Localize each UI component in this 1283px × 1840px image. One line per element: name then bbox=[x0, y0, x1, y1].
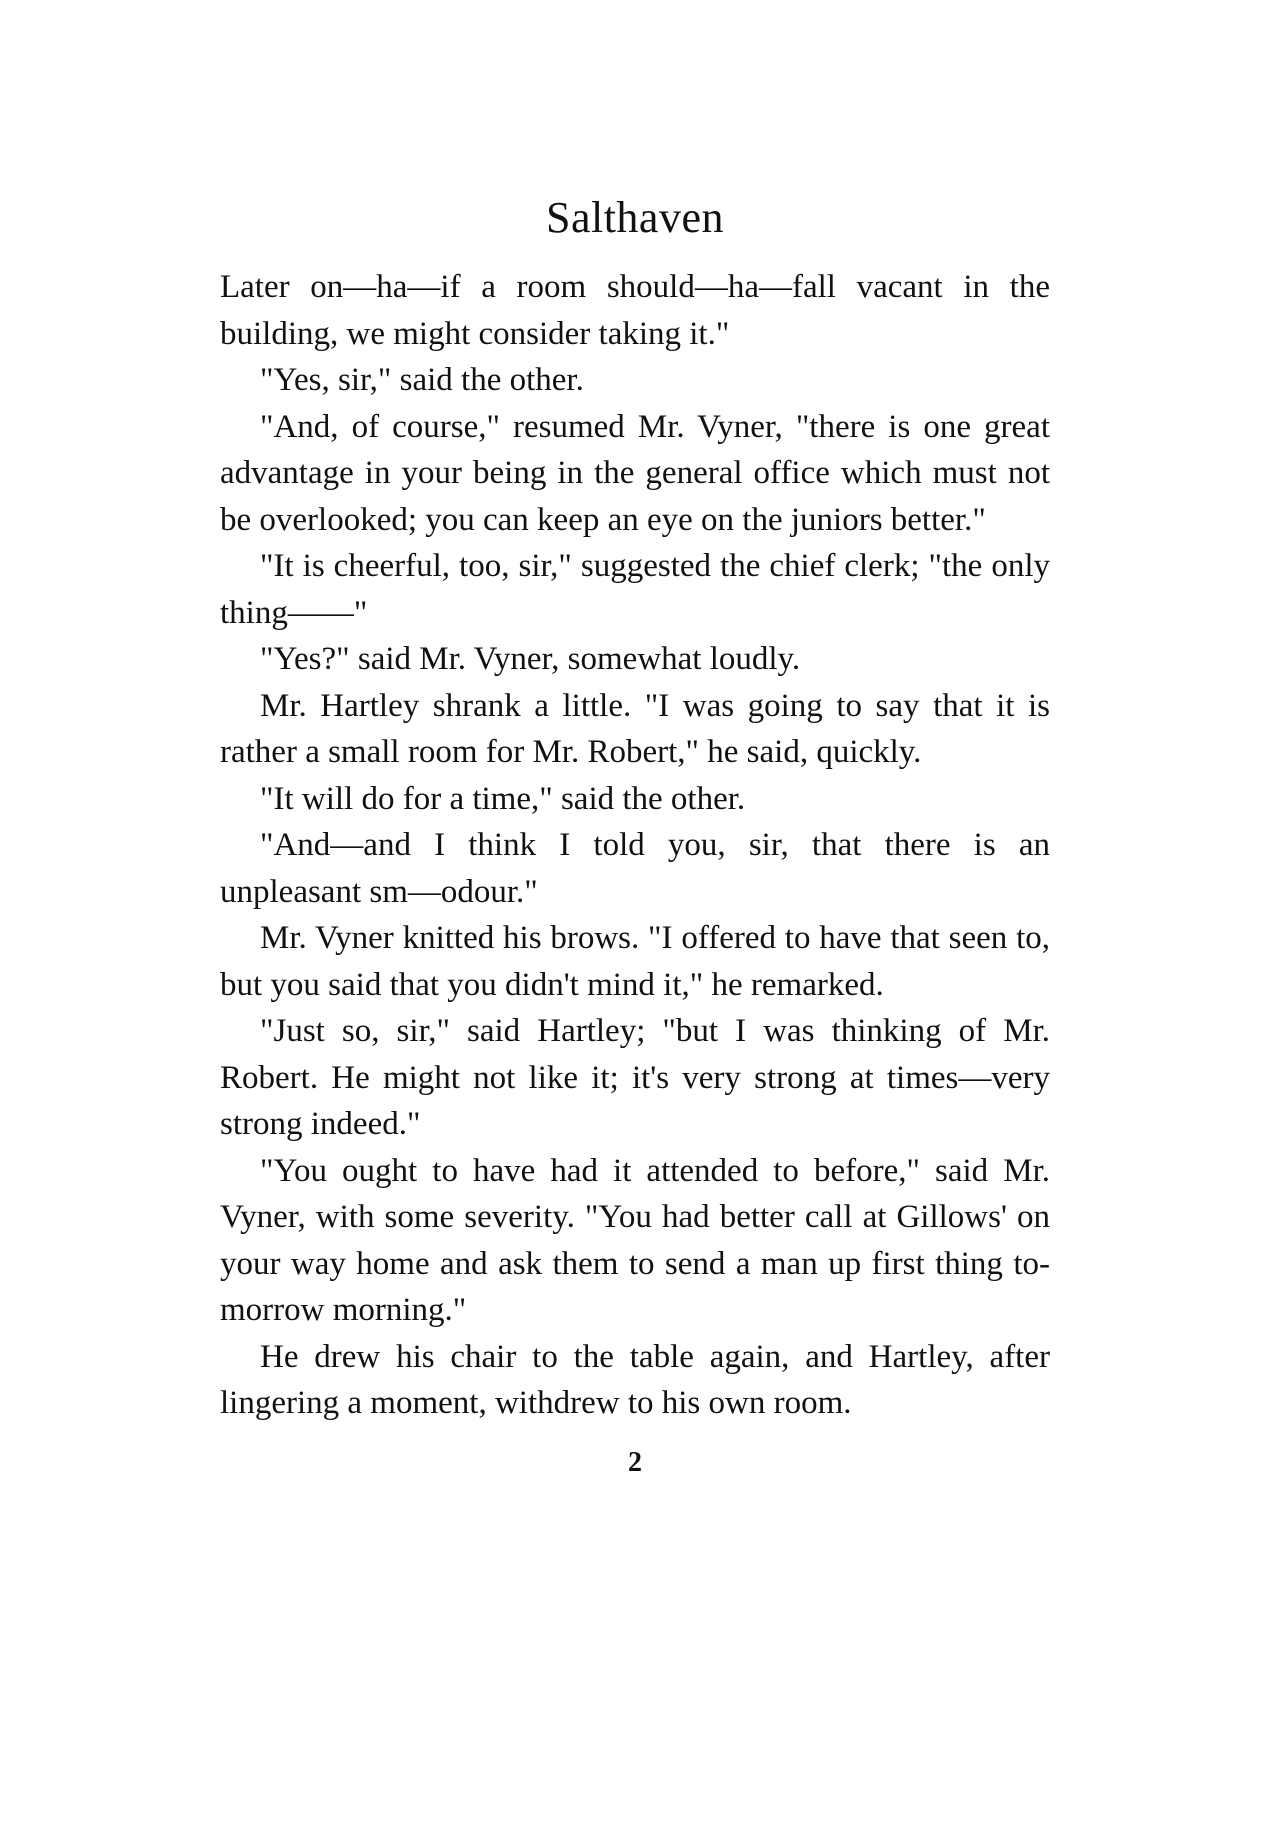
paragraph: "Yes, sir," said the other. bbox=[260, 362, 584, 398]
paragraph: "And—and I think I told you, sir, that there is an unpleasant sm—odour." bbox=[220, 827, 1050, 910]
paragraph: "You ought to have had it attended to before," said Mr. Vyner, with some severity. "You had better call at Gillows' on your way home and ask them to send a man up first thing to-morrow morning." bbox=[220, 1152, 1050, 1328]
paragraph: "It is cheerful, too, sir," suggested the chief clerk; "the only thing——" bbox=[220, 548, 1050, 631]
paragraph: Mr. Vyner knitted his brows. "I offered to have that seen to, but you said that you didn't mind it," he remarked. bbox=[220, 920, 1050, 1003]
paragraph: "Just so, sir," said Hartley; "but I was thinking of Mr. Robert. He might not like it; it's very strong at times—very strong indeed." bbox=[220, 1013, 1050, 1142]
running-head-title: Salthaven bbox=[545, 193, 724, 242]
paragraph: "And, of course," resumed Mr. Vyner, "there is one great advantage in your being in the general office which must not be overlooked; you can keep an eye on the juniors better." bbox=[220, 408, 1050, 538]
paragraph: He drew his chair to the table again, and Hartley, after lingering a moment, withdrew to his own room. bbox=[220, 1338, 1050, 1421]
paragraph: "Yes?" said Mr. Vyner, somewhat loudly. bbox=[260, 641, 801, 677]
paragraph: Mr. Hartley shrank a little. "I was going to say that it is rather a small room for Mr. Robert," he said, quickly. bbox=[220, 687, 1050, 770]
paragraph: Later on—ha—if a room should—ha—fall vacant in the building, we might consider taking it." bbox=[220, 269, 1050, 352]
body-text bbox=[220, 264, 1050, 1427]
book-page bbox=[220, 190, 1050, 1479]
page-number: 2 bbox=[628, 1446, 642, 1478]
paragraph: "It will do for a time," said the other. bbox=[260, 780, 746, 817]
